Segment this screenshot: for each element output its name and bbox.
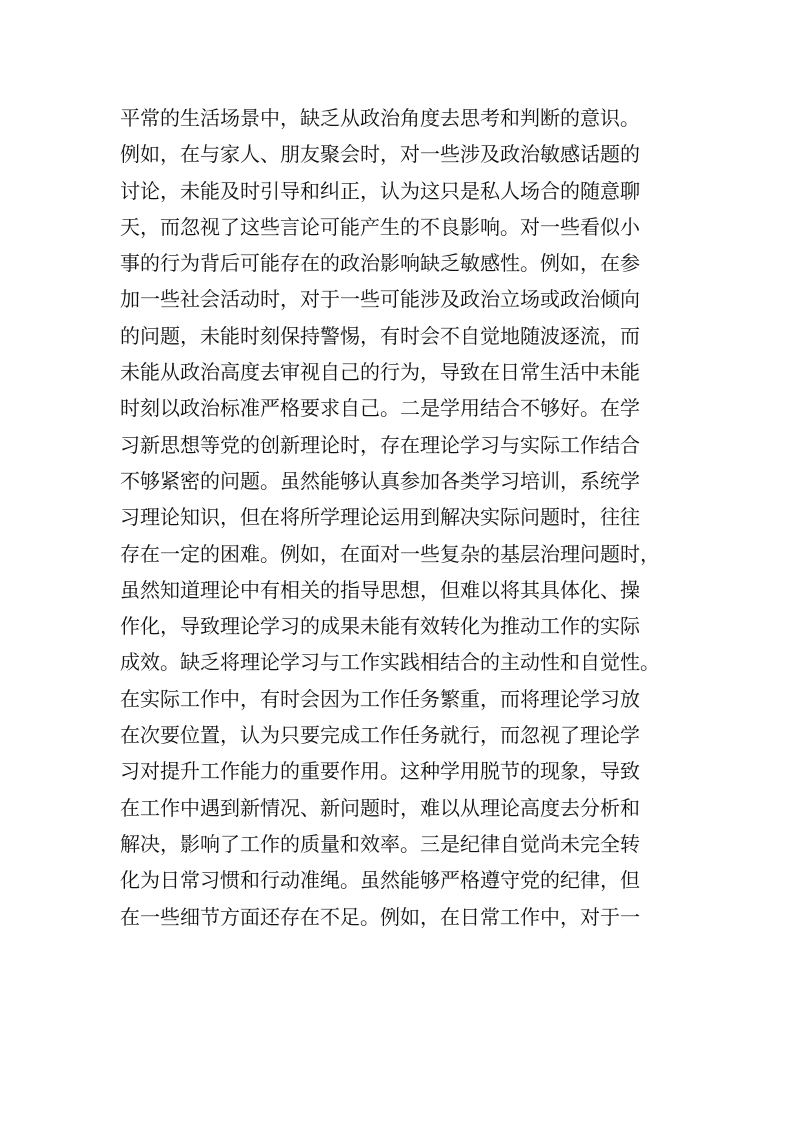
text-line: 例如，在与家人、朋友聚会时，对一些涉及政治敏感话题的	[120, 142, 640, 167]
text-line: 在一些细节方面还存在不足。例如，在日常工作中，对于一	[120, 904, 640, 929]
text-line: 化为日常习惯和行动准绳。虽然能够严格遵守党的纪律，但	[120, 868, 640, 893]
text-line: 的问题，未能时刻保持警惕，有时会不自觉地随波逐流，而	[120, 323, 640, 348]
text-line: 在次要位置，认为只要完成工作任务就行，而忽视了理论学	[120, 723, 640, 748]
text-line: 虽然知道理论中有相关的指导思想，但难以将其具体化、操	[120, 577, 640, 602]
text-line: 在实际工作中，有时会因为工作任务繁重，而将理论学习放	[120, 686, 640, 711]
text-line: 存在一定的困难。例如，在面对一些复杂的基层治理问题时，	[120, 541, 660, 566]
text-line: 成效。缺乏将理论学习与工作实践相结合的主动性和自觉性。	[120, 650, 660, 675]
text-line: 作化，导致理论学习的成果未能有效转化为推动工作的实际	[120, 614, 640, 639]
text-line: 平常的生活场景中，缺乏从政治角度去思考和判断的意识。	[120, 106, 640, 130]
text-line: 解决，影响了工作的质量和效率。三是纪律自觉尚未完全转	[120, 831, 640, 856]
text-line: 加一些社会活动时，对于一些可能涉及政治立场或政治倾向	[120, 287, 640, 312]
text-line: 时刻以政治标准严格要求自己。二是学用结合不够好。在学	[120, 396, 640, 421]
text-line: 天，而忽视了这些言论可能产生的不良影响。对一些看似小	[120, 214, 640, 239]
body-text	[120, 100, 690, 935]
text-line: 讨论，未能及时引导和纠正，认为这只是私人场合的随意聊	[120, 178, 640, 203]
text-line: 习对提升工作能力的重要作用。这种学用脱节的现象，导致	[120, 759, 640, 784]
text-line: 事的行为背后可能存在的政治影响缺乏敏感性。例如，在参	[120, 251, 640, 276]
text-line: 未能从政治高度去审视自己的行为，导致在日常生活中未能	[120, 360, 640, 385]
text-line: 不够紧密的问题。虽然能够认真参加各类学习培训，系统学	[120, 468, 640, 493]
text-line: 习理论知识，但在将所学理论运用到解决实际问题时，往往	[120, 505, 640, 530]
text-line: 在工作中遇到新情况、新问题时，难以从理论高度去分析和	[120, 795, 640, 820]
text-line: 习新思想等党的创新理论时，存在理论学习与实际工作结合	[120, 432, 640, 457]
